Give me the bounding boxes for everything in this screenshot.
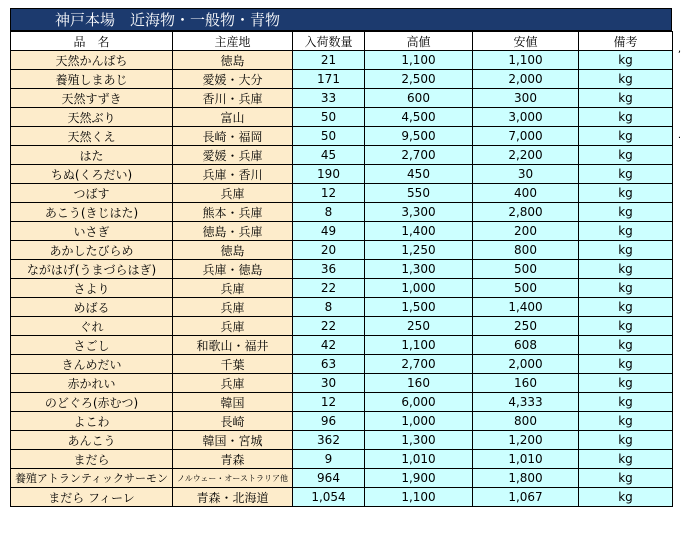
fish-name-cell: あんこう: [11, 431, 173, 450]
table-row: [11, 222, 673, 241]
origin-cell: 兵庫: [173, 279, 293, 298]
low-price-cell: 300: [473, 89, 579, 108]
table-row: [11, 70, 673, 89]
table-row: [11, 450, 673, 469]
low-price-cell: 500: [473, 260, 579, 279]
unit-cell: kg: [579, 146, 673, 165]
quantity-cell: 96: [293, 412, 365, 431]
origin-cell: 兵庫: [173, 184, 293, 203]
high-price-cell: 9,500: [365, 127, 473, 146]
quantity-cell: 12: [293, 184, 365, 203]
origin-cell: 徳島: [173, 51, 293, 70]
unit-cell: kg: [579, 393, 673, 412]
side-mark-period: .: [677, 130, 681, 141]
high-price-cell: 1,010: [365, 450, 473, 469]
high-price-cell: 6,000: [365, 393, 473, 412]
origin-cell: 兵庫: [173, 317, 293, 336]
high-price-cell: 1,300: [365, 260, 473, 279]
unit-cell: kg: [579, 260, 673, 279]
table-row: [11, 260, 673, 279]
header-row: [11, 32, 673, 51]
high-price-cell: 550: [365, 184, 473, 203]
low-price-cell: 2,200: [473, 146, 579, 165]
origin-cell: 愛媛・兵庫: [173, 146, 293, 165]
low-price-cell: 2,800: [473, 203, 579, 222]
table-row: [11, 184, 673, 203]
origin-cell: 韓国: [173, 393, 293, 412]
high-price-cell: 160: [365, 374, 473, 393]
unit-cell: kg: [579, 412, 673, 431]
quantity-cell: 8: [293, 203, 365, 222]
low-price-cell: 608: [473, 336, 579, 355]
high-price-cell: 1,100: [365, 51, 473, 70]
origin-cell: 熊本・兵庫: [173, 203, 293, 222]
unit-cell: kg: [579, 450, 673, 469]
side-mark-comma: ,: [677, 44, 681, 55]
header-quantity: 入荷数量: [293, 32, 365, 51]
low-price-cell: 1,067: [473, 488, 579, 507]
quantity-cell: 63: [293, 355, 365, 374]
unit-cell: kg: [579, 203, 673, 222]
quantity-cell: 50: [293, 108, 365, 127]
low-price-cell: 4,333: [473, 393, 579, 412]
quantity-cell: 362: [293, 431, 365, 450]
unit-cell: kg: [579, 108, 673, 127]
quantity-cell: 9: [293, 450, 365, 469]
low-price-cell: 250: [473, 317, 579, 336]
unit-cell: kg: [579, 374, 673, 393]
high-price-cell: 1,000: [365, 412, 473, 431]
fish-name-cell: さより: [11, 279, 173, 298]
quantity-cell: 36: [293, 260, 365, 279]
fish-name-cell: まだら フィーレ: [11, 488, 173, 507]
high-price-cell: 450: [365, 165, 473, 184]
origin-cell: 香川・兵庫: [173, 89, 293, 108]
table-row: [11, 336, 673, 355]
unit-cell: kg: [579, 488, 673, 507]
unit-cell: kg: [579, 51, 673, 70]
fish-name-cell: きんめだい: [11, 355, 173, 374]
fish-name-cell: ぐれ: [11, 317, 173, 336]
high-price-cell: 3,300: [365, 203, 473, 222]
quantity-cell: 21: [293, 51, 365, 70]
low-price-cell: 800: [473, 412, 579, 431]
quantity-cell: 190: [293, 165, 365, 184]
low-price-cell: 500: [473, 279, 579, 298]
origin-cell: 和歌山・福井: [173, 336, 293, 355]
low-price-cell: 1,010: [473, 450, 579, 469]
high-price-cell: 2,700: [365, 146, 473, 165]
market-price-sheet: [10, 8, 672, 507]
fish-name-cell: 天然ぶり: [11, 108, 173, 127]
table-row: [11, 469, 673, 488]
unit-cell: kg: [579, 127, 673, 146]
low-price-cell: 1,200: [473, 431, 579, 450]
quantity-cell: 8: [293, 298, 365, 317]
low-price-cell: 30: [473, 165, 579, 184]
table-row: [11, 298, 673, 317]
fish-name-cell: 養殖アトランティックサーモン: [11, 469, 173, 488]
quantity-cell: 964: [293, 469, 365, 488]
high-price-cell: 1,500: [365, 298, 473, 317]
unit-cell: kg: [579, 70, 673, 89]
fish-name-cell: 天然すずき: [11, 89, 173, 108]
fish-name-cell: いさぎ: [11, 222, 173, 241]
origin-cell: 兵庫: [173, 374, 293, 393]
high-price-cell: 2,500: [365, 70, 473, 89]
low-price-cell: 400: [473, 184, 579, 203]
high-price-cell: 250: [365, 317, 473, 336]
unit-cell: kg: [579, 469, 673, 488]
origin-cell: 千葉: [173, 355, 293, 374]
low-price-cell: 1,400: [473, 298, 579, 317]
fish-name-cell: さごし: [11, 336, 173, 355]
unit-cell: kg: [579, 184, 673, 203]
fish-name-cell: よこわ: [11, 412, 173, 431]
quantity-cell: 30: [293, 374, 365, 393]
table-row: [11, 374, 673, 393]
fish-name-cell: はた: [11, 146, 173, 165]
fish-name-cell: めばる: [11, 298, 173, 317]
origin-cell: ノルウェー・オーストラリア他: [173, 469, 293, 488]
low-price-cell: 200: [473, 222, 579, 241]
high-price-cell: 1,400: [365, 222, 473, 241]
origin-cell: 愛媛・大分: [173, 70, 293, 89]
unit-cell: kg: [579, 431, 673, 450]
table-row: [11, 89, 673, 108]
quantity-cell: 50: [293, 127, 365, 146]
unit-cell: kg: [579, 355, 673, 374]
fish-name-cell: まだら: [11, 450, 173, 469]
high-price-cell: 1,250: [365, 241, 473, 260]
fish-name-cell: ちぬ(くろだい): [11, 165, 173, 184]
unit-cell: kg: [579, 336, 673, 355]
fish-name-cell: 天然かんぱち: [11, 51, 173, 70]
fish-name-cell: 赤かれい: [11, 374, 173, 393]
table-row: [11, 165, 673, 184]
header-name: 品 名: [11, 32, 173, 51]
fish-name-cell: のどぐろ(赤むつ): [11, 393, 173, 412]
table-row: [11, 317, 673, 336]
table-row: [11, 393, 673, 412]
quantity-cell: 42: [293, 336, 365, 355]
fish-name-cell: つばす: [11, 184, 173, 203]
low-price-cell: 160: [473, 374, 579, 393]
unit-cell: kg: [579, 222, 673, 241]
unit-cell: kg: [579, 165, 673, 184]
quantity-cell: 45: [293, 146, 365, 165]
unit-cell: kg: [579, 279, 673, 298]
low-price-cell: 3,000: [473, 108, 579, 127]
high-price-cell: 1,100: [365, 336, 473, 355]
table-row: [11, 241, 673, 260]
origin-cell: 徳島: [173, 241, 293, 260]
quantity-cell: 171: [293, 70, 365, 89]
quantity-cell: 12: [293, 393, 365, 412]
header-low-price: 安値: [473, 32, 579, 51]
high-price-cell: 1,900: [365, 469, 473, 488]
low-price-cell: 800: [473, 241, 579, 260]
unit-cell: kg: [579, 89, 673, 108]
header-high-price: 高値: [365, 32, 473, 51]
unit-cell: kg: [579, 241, 673, 260]
high-price-cell: 600: [365, 89, 473, 108]
origin-cell: 韓国・宮城: [173, 431, 293, 450]
origin-cell: 兵庫: [173, 298, 293, 317]
high-price-cell: 2,700: [365, 355, 473, 374]
table-row: [11, 412, 673, 431]
fish-name-cell: 養殖しまあじ: [11, 70, 173, 89]
quantity-cell: 1,054: [293, 488, 365, 507]
low-price-cell: 1,800: [473, 469, 579, 488]
table-row: [11, 146, 673, 165]
price-table: [10, 31, 673, 507]
table-row: [11, 488, 673, 507]
low-price-cell: 7,000: [473, 127, 579, 146]
quantity-cell: 33: [293, 89, 365, 108]
origin-cell: 兵庫・香川: [173, 165, 293, 184]
table-row: [11, 127, 673, 146]
table-row: [11, 51, 673, 70]
table-row: [11, 108, 673, 127]
table-row: [11, 203, 673, 222]
quantity-cell: 22: [293, 279, 365, 298]
origin-cell: 青森・北海道: [173, 488, 293, 507]
fish-name-cell: あかしたびらめ: [11, 241, 173, 260]
low-price-cell: 2,000: [473, 355, 579, 374]
quantity-cell: 49: [293, 222, 365, 241]
table-row: [11, 355, 673, 374]
low-price-cell: 1,100: [473, 51, 579, 70]
origin-cell: 徳島・兵庫: [173, 222, 293, 241]
quantity-cell: 22: [293, 317, 365, 336]
origin-cell: 青森: [173, 450, 293, 469]
unit-cell: kg: [579, 317, 673, 336]
high-price-cell: 1,300: [365, 431, 473, 450]
low-price-cell: 2,000: [473, 70, 579, 89]
quantity-cell: 20: [293, 241, 365, 260]
high-price-cell: 1,000: [365, 279, 473, 298]
unit-cell: kg: [579, 298, 673, 317]
header-origin: 主産地: [173, 32, 293, 51]
sheet-title: 神戸本場 近海物・一般物・青物: [10, 8, 672, 31]
origin-cell: 富山: [173, 108, 293, 127]
high-price-cell: 4,500: [365, 108, 473, 127]
fish-name-cell: ながはげ(うまづらはぎ): [11, 260, 173, 279]
table-row: [11, 431, 673, 450]
header-note: 備考: [579, 32, 673, 51]
fish-name-cell: あこう(きじはた): [11, 203, 173, 222]
origin-cell: 長崎: [173, 412, 293, 431]
fish-name-cell: 天然くえ: [11, 127, 173, 146]
origin-cell: 兵庫・徳島: [173, 260, 293, 279]
table-row: [11, 279, 673, 298]
origin-cell: 長崎・福岡: [173, 127, 293, 146]
high-price-cell: 1,100: [365, 488, 473, 507]
